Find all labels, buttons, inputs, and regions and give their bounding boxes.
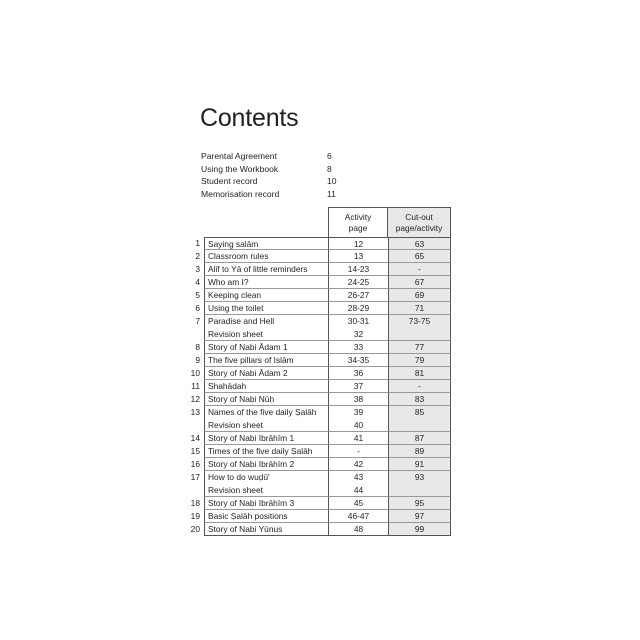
table-row [186,237,451,250]
activity-page-cell [328,276,388,289]
activity-page-cell [328,497,388,510]
activity-page-value: 24-25 [347,277,370,287]
activity-page-value: 12 [353,239,364,249]
table-row [186,302,451,315]
row-number: 20 [190,524,200,534]
row-title [204,289,328,302]
cutout-page-cell: 83 [388,393,451,406]
activity-page-cell [328,302,388,315]
cutout-page-cell: 87 [388,432,451,445]
cutout-page-cell: 93 [388,471,451,497]
cutout-page-cell: 95 [388,497,451,510]
row-number: 3 [195,264,200,274]
row-title [204,510,328,523]
row-title-text: Story of Nabi Ibrāhīm 2 [208,459,295,469]
activity-page-cell [328,237,388,250]
cutout-header-line1: Cut-out [405,212,433,222]
row-title [204,237,328,250]
activity-page-value: 41 [353,433,364,443]
activity-header-line2: page [348,222,368,233]
activity-page-value: 42 [353,459,364,469]
activity-page-cell [328,445,388,458]
row-number: 10 [190,368,200,378]
row-title-secondary: Revision sheet [208,329,263,339]
row-title-text: Saying salām [208,239,259,249]
row-number: 2 [195,251,200,261]
activity-page-header [328,207,388,237]
row-title [204,393,328,406]
table-row [186,289,451,302]
table-row [186,458,451,471]
table-row [186,523,451,536]
row-title [204,302,328,315]
row-title-text: Story of Nabi Ādam 1 [208,342,288,352]
row-number: 7 [195,316,200,326]
intro-item [201,163,361,176]
row-title-text: Keeping clean [208,290,262,300]
row-number: 18 [190,498,200,508]
activity-page-cell [328,510,388,523]
activity-page-cell [328,380,388,393]
row-title-text: Story of Nabi Ibrāhīm 1 [208,433,295,443]
row-title-text: Paradise and Hell [208,316,275,326]
row-title-text: Who am I? [208,277,249,287]
cutout-page-cell: 65 [388,250,451,263]
row-title [204,406,328,432]
activity-page-value: 28-29 [347,303,370,313]
row-title [204,354,328,367]
row-number: 4 [195,277,200,287]
row-title [204,315,328,341]
row-title [204,432,328,445]
table-row [186,497,451,510]
row-number: 5 [195,290,200,300]
activity-page-cell [328,458,388,471]
intro-item-label: Student record [201,176,258,187]
activity-page-secondary: 44 [353,485,364,495]
cutout-page-cell: 81 [388,367,451,380]
row-title [204,250,328,263]
activity-page-value: 45 [353,498,364,508]
activity-page-cell [328,406,388,432]
activity-page-cell [328,289,388,302]
row-number: 1 [195,238,200,248]
row-title [204,380,328,393]
cutout-page-cell: 97 [388,510,451,523]
intro-item [201,175,361,188]
cutout-header-line2: page/activity [395,222,443,233]
activity-page-value: 26-27 [347,290,370,300]
row-number: 6 [195,303,200,313]
row-number: 9 [195,355,200,365]
row-number: 19 [190,511,200,521]
page-title: Contents [200,104,299,132]
row-number: 13 [190,407,200,417]
intro-item-page: 11 [327,189,336,200]
activity-page-cell [328,341,388,354]
row-title-text: Shahādah [208,381,247,391]
cutout-page-cell: - [388,263,451,276]
row-number: 8 [195,342,200,352]
row-title [204,341,328,354]
activity-page-value: 38 [353,394,364,404]
table-row [186,393,451,406]
row-title-secondary: Revision sheet [208,420,263,430]
table-row [186,276,451,289]
table-row [186,341,451,354]
activity-page-cell [328,393,388,406]
activity-header-line1: Activity [344,212,372,222]
row-title [204,276,328,289]
activity-page-secondary: 40 [353,420,364,430]
cutout-page-cell: 99 [388,523,451,536]
contents-table [186,237,451,536]
table-row [186,471,451,497]
intro-item [201,150,361,163]
row-title [204,471,328,497]
table-row [186,432,451,445]
activity-page-value: 36 [353,368,364,378]
activity-page-value: 46-47 [347,511,370,521]
activity-page-value: - [357,446,360,456]
row-number: 16 [190,459,200,469]
intro-list [201,150,361,201]
cutout-page-cell: - [388,380,451,393]
table-row [186,406,451,432]
cutout-page-cell: 69 [388,289,451,302]
row-title [204,367,328,380]
cutout-page-cell: 85 [388,406,451,432]
activity-page-secondary: 32 [353,329,364,339]
activity-page-value: 48 [353,524,364,534]
intro-item-label: Memorisation record [201,189,280,200]
table-row [186,367,451,380]
row-number: 17 [190,472,200,482]
row-number: 11 [191,381,200,391]
row-title [204,523,328,536]
table-row [186,263,451,276]
table-row [186,315,451,341]
activity-page-cell [328,354,388,367]
activity-page-value: 43 [353,472,364,482]
table-header [328,207,451,237]
cutout-page-cell: 89 [388,445,451,458]
row-title-text: Story of Nabi Ibrāhīm 3 [208,498,295,508]
activity-page-value: 37 [353,381,364,391]
cutout-page-cell: 77 [388,341,451,354]
activity-page-cell [328,367,388,380]
intro-item-page: 10 [327,176,337,187]
activity-page-cell [328,315,388,341]
intro-item-label: Using the Workbook [201,163,279,174]
activity-page-cell [328,523,388,536]
activity-page-cell [328,471,388,497]
table-row [186,510,451,523]
table-row [186,380,451,393]
row-title-text: Names of the five daily Ṣalāh [208,407,317,417]
intro-item [201,188,361,201]
row-title-text: Classroom rules [208,251,269,261]
activity-page-cell [328,432,388,445]
activity-page-value: 14-23 [347,264,370,274]
cutout-page-cell: 79 [388,354,451,367]
row-title [204,445,328,458]
activity-page-value: 34-35 [347,355,370,365]
cutout-page-cell: 67 [388,276,451,289]
row-title-text: Alif to Yā of little reminders [208,264,308,274]
cutout-page-cell: 63 [388,237,451,250]
row-title-text: Story of Nabi Ādam 2 [208,368,288,378]
row-title [204,263,328,276]
table-row [186,354,451,367]
row-title-text: The five pillars of Islām [208,355,294,365]
cutout-page-header [388,207,451,237]
row-title-text: Times of the five daily Ṣalāh [208,446,313,456]
row-title-secondary: Revision sheet [208,485,263,495]
activity-page-value: 39 [353,407,364,417]
activity-page-value: 30-31 [347,316,370,326]
intro-item-page: 6 [327,151,332,161]
row-title [204,458,328,471]
row-title-text: Story of Nabi Nūḥ [208,394,275,404]
row-number: 14 [190,433,200,443]
row-title-text: Story of Nabi Yūnus [208,524,283,534]
row-number: 12 [190,394,200,404]
table-row [186,445,451,458]
cutout-page-cell: 73-75 [388,315,451,341]
cutout-page-cell: 91 [388,458,451,471]
activity-page-cell [328,263,388,276]
table-row [186,250,451,263]
row-title-text: Basic Ṣalāh positions [208,511,288,521]
intro-item-label: Parental Agreement [201,151,277,161]
row-title [204,497,328,510]
intro-item-page: 8 [327,163,332,174]
activity-page-value: 13 [353,251,364,261]
row-number: 15 [190,446,200,456]
activity-page-value: 33 [353,342,364,352]
row-title-text: Using the toilet [208,303,264,313]
cutout-page-cell: 71 [388,302,451,315]
activity-page-cell [328,250,388,263]
row-title-text: How to do wuḍū' [208,472,270,482]
